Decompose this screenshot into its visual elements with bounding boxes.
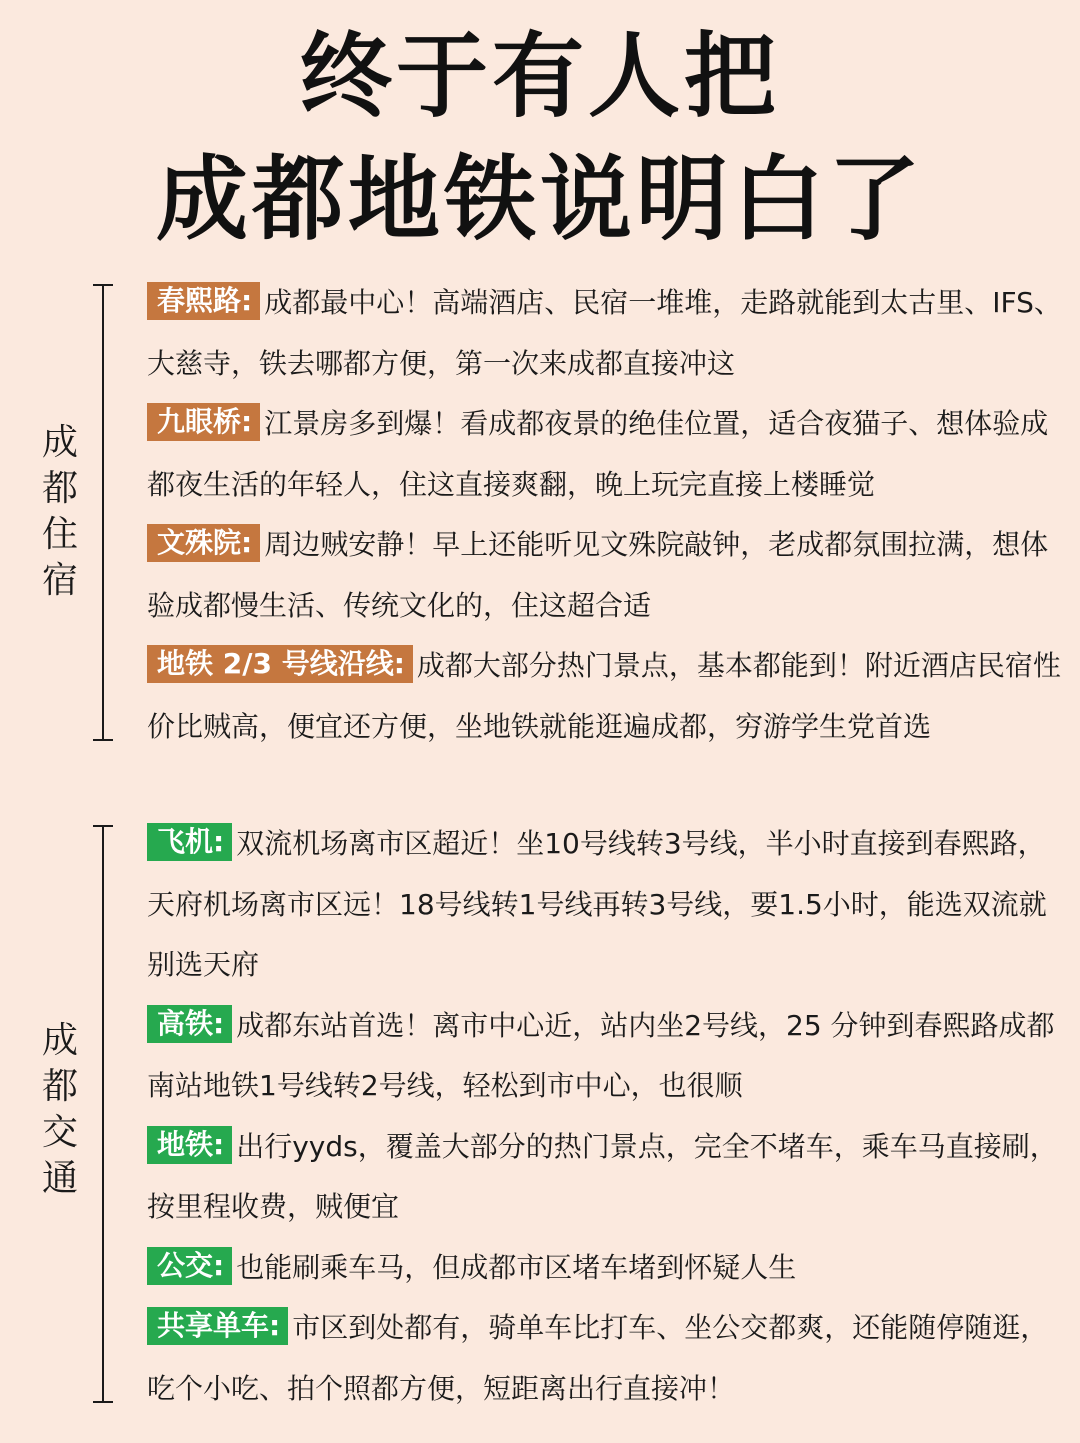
tag-wenshu-monastery: 文殊院: xyxy=(147,524,260,562)
transport-entry-metro xyxy=(147,1117,1067,1238)
tag-high-speed-rail: 高铁: xyxy=(147,1005,232,1043)
tag-chunxi-road: 春熙路: xyxy=(147,282,260,320)
lodging-entry-metro-line xyxy=(147,636,1067,757)
transport-section xyxy=(147,814,1067,1419)
entry-text: 市区到处都有，骑单车比打车、坐公交都爽，还能随停随逛，吃个小吃、拍个照都方便，短距离出行直接冲！ xyxy=(147,1311,1049,1405)
tag-metro-line-2-3: 地铁 2/3 号线沿线: xyxy=(147,645,413,683)
tag-jiuyan-bridge: 九眼桥: xyxy=(147,403,260,441)
tag-shared-bike: 共享单车: xyxy=(147,1307,288,1345)
transport-entry-plane xyxy=(147,814,1067,996)
transport-entry-bus xyxy=(147,1238,1067,1299)
lodging-section xyxy=(147,273,1067,757)
transport-bracket xyxy=(102,825,104,1403)
entry-text: 双流机场离市区超近！坐10号线转3号线，半小时直接到春熙路，天府机场离市区远！18号线转1号线再转3号线，要1.5小时，能选双流就别选天府 xyxy=(147,827,1047,981)
entry-text: 成都大部分热门景点，基本都能到！附近酒店民宿性价比贼高，便宜还方便，坐地铁就能逛遍成都，穷游学生党首选 xyxy=(147,649,1061,743)
entry-text: 成都东站首选！离市中心近，站内坐2号线，25 分钟到春熙路成都南站地铁1号线转2号线，轻松到市中心，也很顺 xyxy=(147,1008,1055,1102)
lodging-side-label: 成都住宿 xyxy=(41,422,78,601)
tag-metro: 地铁: xyxy=(147,1126,232,1164)
entry-text: 周边贼安静！早上还能听见文殊院敲钟，老成都氛围拉满，想体验成都慢生活、传统文化的，住这超合适 xyxy=(147,528,1049,622)
entry-text: 江景房多到爆！看成都夜景的绝佳位置，适合夜猫子、想体验成都夜生活的年轻人，住这直接爽翻，晚上玩完直接上楼睡觉 xyxy=(147,407,1049,501)
lodging-entry-chunxi xyxy=(147,273,1067,394)
tag-bus: 公交: xyxy=(147,1247,232,1285)
entry-text: 成都最中心！高端酒店、民宿一堆堆，走路就能到太古里、IFS、大慈寺，铁去哪都方便，第一次来成都直接冲这 xyxy=(147,286,1062,380)
tag-plane: 飞机: xyxy=(147,823,232,861)
lodging-entry-wenshuyuan xyxy=(147,515,1067,636)
transport-entry-shared-bike xyxy=(147,1298,1067,1419)
page-title-line1: 终于有人把 xyxy=(299,23,780,130)
transport-side-label: 成都交通 xyxy=(41,1020,78,1199)
page-title-line2: 成都地铁说明白了 xyxy=(155,146,924,253)
lodging-bracket xyxy=(102,284,104,741)
entry-text: 出行yyds，覆盖大部分的热门景点，完全不堵车，乘车马直接刷，按里程收费，贼便宜 xyxy=(147,1129,1058,1223)
transport-entry-high-speed-rail xyxy=(147,996,1067,1117)
lodging-entry-jiuyanqiao xyxy=(147,394,1067,515)
entry-text: 也能刷乘车马，但成都市区堵车堵到怀疑人生 xyxy=(236,1250,797,1284)
